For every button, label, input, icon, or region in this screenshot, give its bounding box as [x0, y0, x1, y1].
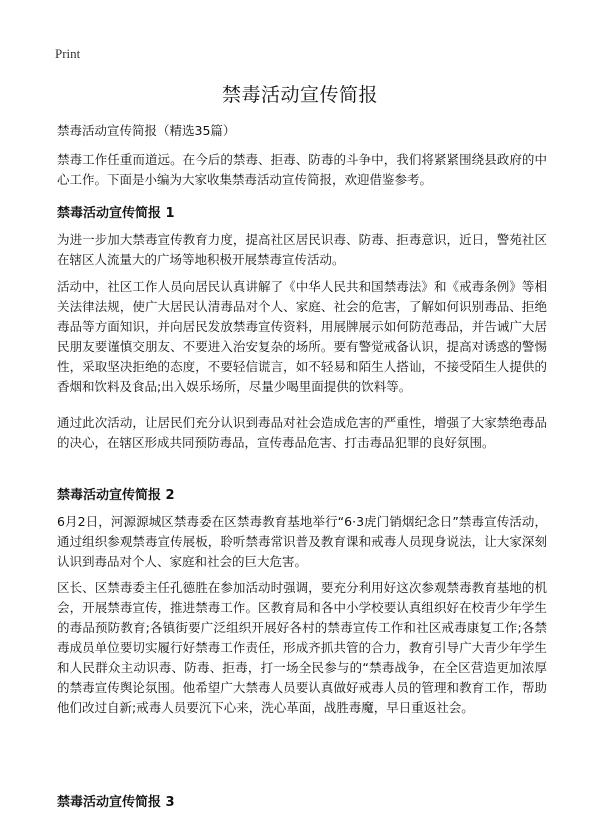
section-1-paragraph-3: 通过此次活动，让居民们充分认识到毒品对社会造成危害的严重性，增强了大家禁绝毒品的决心，在辖区形成共同预防毒品，宣传毒品危害、打击毒品犯罪的良好氛围。: [57, 415, 547, 450]
section-1-paragraph-1: 为进一步加大禁毒宣传教育力度，提高社区居民识毒、防毒、拒毒意识，近日，警苑社区在辖区人流量大的广场等地积极开展禁毒宣传活动。: [57, 232, 547, 267]
section-heading-1: 禁毒活动宣传简报 1: [57, 206, 175, 221]
intro-paragraph: 禁毒工作任重而道远。在今后的禁毒、拒毒、防毒的斗争中，我们将紧紧围绕县政府的中心工作。下面是小编为大家收集禁毒活动宣传简报，欢迎借鉴参考。: [57, 152, 547, 187]
document-subtitle: 禁毒活动宣传简报（精选35篇）: [57, 123, 236, 138]
page-title: 禁毒活动宣传简报: [221, 84, 378, 106]
section-heading-2: 禁毒活动宣传简报 2: [57, 488, 175, 503]
section-heading-3: 禁毒活动宣传简报 3: [57, 795, 175, 810]
section-2-paragraph-1: 6月2日，河源源城区禁毒委在区禁毒教育基地举行“6·3虎门销烟纪念日”禁毒宣传活动，通过组织参观禁毒宣传展板，聆听禁毒常识普及教育课和戒毒人员现身说法，让大家深刻认识到毒品对个人、家庭和社会的巨大危害。: [57, 514, 547, 569]
section-1-paragraph-2: 活动中，社区工作人员向居民认真讲解了《中华人民共和国禁毒法》和《戒毒条例》等相关法律法规，使广大居民认清毒品对个人、家庭、社会的危害，了解如何识别毒品、拒绝毒品等方面知识，并向居民发放禁毒宣传资料，用展牌展示如何防范毒品，并告诫广大居民朋友要谨慎交朋友、不要进入治安复杂的场所。要有警觉戒备认识，提高对诱惑的警惕性，采取坚决拒绝的态度，不要轻信谎言，如不轻易和陌生人搭讪，不接受陌生人提供的香烟和饮料及食品;出入娱乐场所，尽量少喝里面提供的饮料等。: [57, 279, 547, 394]
print-link[interactable]: Print: [55, 46, 81, 61]
section-2-paragraph-2: 区长、区禁毒委主任孔德胜在参加活动时强调，要充分利用好这次参观禁毒教育基地的机会，开展禁毒宣传，推进禁毒工作。区教育局和各中小学校要认真组织好在校青少年学生的毒品预防教育;各镇街要广泛组织开展好各村的禁毒宣传工作和社区戒毒康复工作;各禁毒成员单位要切实履行好禁毒工作责任，形成齐抓共管的合力，教育引导广大青少年学生和人民群众主动识毒、防毒、拒毒，打一场全民参与的“禁毒战争，在全区营造更加浓厚的禁毒宣传舆论氛围。他希望广大禁毒人员要认真做好戒毒人员的管理和教育工作，帮助他们改过自新;戒毒人员要沉下心来，洗心革面，战胜毒魔，早日重返社会。: [57, 580, 547, 715]
